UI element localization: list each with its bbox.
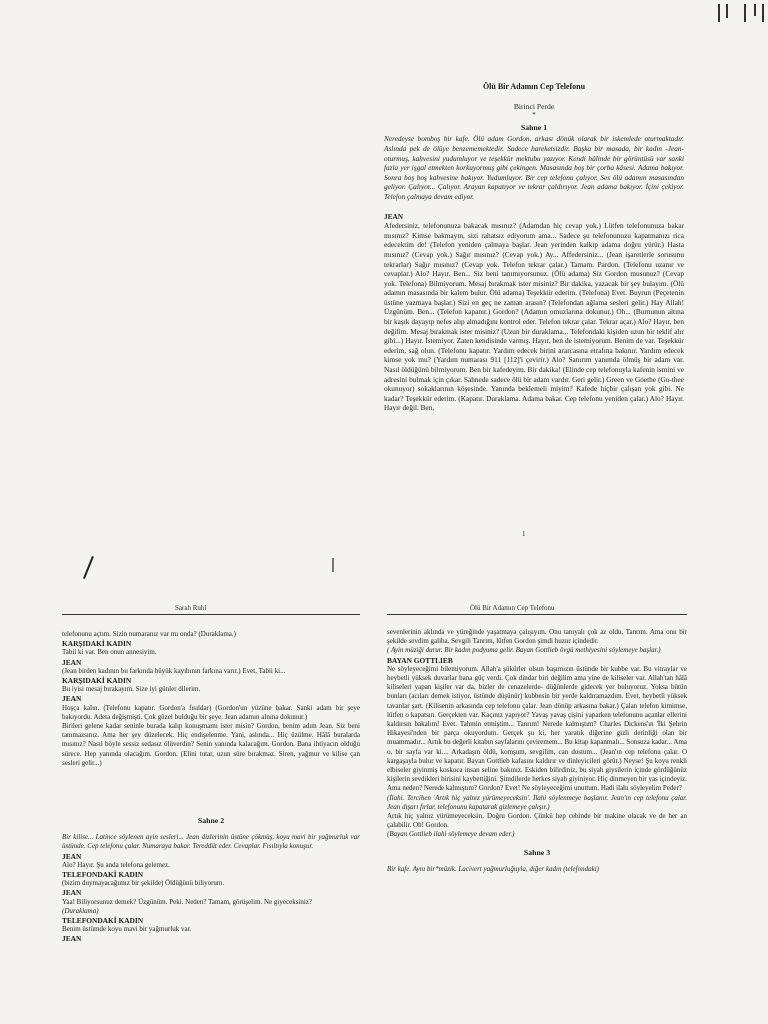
speech-text: Yaa! Biliyorsunuz demek? Üzgünüm. Peki. Neden? Tamam, görüşelim. Ne giyeceksiniz?: [62, 897, 313, 906]
stage-direction: (Duraklama): [62, 906, 99, 915]
pen-mark: [332, 558, 334, 572]
stage-direction: ( Ayin müziği durur. Bir kadın podyuma gelir. Bayan Gottlieb övgü methiyesini söylemeye başlar.): [387, 646, 661, 655]
stage-direction: Neredeyse bomboş bir kafe. Ölü adam Gordon, arkası dönük olarak bir iskemlede oturmaktadır. Aslında pek de ölüye benzememektedir. Sadece hareketsizdir. Başka bir masada, bir kadın -Jean- oturmuş, kahvesini yudumluyor ve teşekkür mektubu yazıyor. Kendi hâlinde bir görüntüsü var sanki fazla yer işgal etmekten korkuyormuş gibi çekingen. Masasında boş bir çorba kâsesi. Adama bakıyor. Sonra boş boş kahvesine bakıyor. Yudumluyor. Bir cep telefonu çalıyor. Ses ölü adamın masasından geliyor. Çalıyor... Çalıyor. Arayan kapatıyor ve tekrar çaldırıyor. Jean adama bakıyor. İçini çekiyor. Telefon çalmaya devam ediyor.: [384, 134, 684, 201]
speech-text: telefonunu açtım. Sizin numaranız var mı onda? (Duraklama.): [62, 630, 236, 638]
speech-text: Afedersiniz, telefonunuza bakacak mısınız? (Adamdan hiç cevap yok.) Lütfen telefonunuza bakar mısınız? Kimse bakmayın, sizi rahatsız ediyorum ama... Sadece şu telefonunuzu kapatmanızı rica edecektim de! (Telefon yeniden çalmaya başlar. Jean yerinden kalkıp adama doğru yürür.) Hasta mısınız? (Cevap yok.) Sağır mısınız? (Cevap yok.) Ay... Affedersiniz... (Jean işaretlerle sorusunu tekrarlar) Sağır mısınız? (Cevap yok. Telefon tekrar çalar.) Tamam. Pardon. (Telefonu uzanır ve cevaplar.) Alo? Hayır. Ben... Siz beni tanımıyorsunuz. (Ölü adama) Siz Gordon musunuz? (Cevap yok. Telefona) Bilmiyorum. Mesaj bırakmak ister misiniz? Bir dakika, yazacak bir şey bulayım. (Ölü adamın masasında bir kalem bulur. Ölü adama) Teşekkür ederim. (Telefona) Evet. Buyrun (Peçetenin üstüne yazmaya başlar.) Sizi en geç ne zaman arasın? (Telefondan ağlama sesleri gelir.) Hay Allah! Üzgünüm. Ben... (Telefon kapanır.) Gordon? (Adamın omuzlarına dokunur.) Oh... (Burnunun altına bir kaşık dayayıp nefes alıp almadığını kontrol eder. Telefon tekrar çalar. Tekrar açar.) Alo? Hayır, ben değilim. Mesaj bırakmak ister misiniz? (Uzun bir duraklama... Telefondaki kişiden uzun bir teklif alır gibi...) Hayır. İstemiyor. Zaten kendisinde varmış. Hayır, ben de istemiyorum. Benim de var. Teşekkür ederim, sağ olun. (Telefonu kapatır. Yardım edecek birini ararcasına etrafına bakınır. Yardım edecek kimse yok mu? (Yardım numarası 911 [112]'i çevirir.) Alo? Sanırım yanımda ölmüş bir adam var. Nasıl öldüğünü bilmiyorum. Ben bir kafedeyim. Bir dakika! (Elinde cep telefonuyla kafenin ismini ve adresini bulmak için çıkar. Sahnede sadece ölü bir adam vardır. Geri gelir.) Green ve Goethe (Go-thee okunuyor) sokaklarının köşesinde. Yanında beklemeli miyim? Kafede hiçbir çalışan yok gibi. Ne kadar? Teşekkür ederim. (Kapatır. Duraklama. Adama bakar. Cep telefonu yeniden çalar.) Alo? Hayır. Hayır değil. Ben,: [384, 221, 684, 413]
speaker-name: KARŞIDAKİ KADIN: [62, 676, 132, 686]
speaker-name: BAYAN GOTTLIEB: [387, 655, 453, 665]
speech-text: Alo? Hayır. Şu anda telefona gelemez.: [62, 860, 170, 869]
page-number: 1: [522, 530, 526, 538]
speech-text: (bizim duymayacağımız bir şekilde) Öldüğünü biliyorum.: [62, 879, 225, 888]
speech-text: Bu iyisi mesaj bırakayım. Size iyi günler dilerim.: [62, 685, 201, 694]
ornament: *: [532, 111, 536, 120]
speaker-name: JEAN: [384, 211, 404, 221]
stage-direction: (İlahi. Tercihen 'Artık hiç yalnız yürümeyeceksin'. İlahi söylenmeye başlanır. Jean'ın cep telefonu çalar. Jean dışarı fırlar, telefonunu kapatarak gizlemeye çalışır.): [387, 793, 687, 811]
speech-text: Tabii ki var. Ben onun annesiyim.: [62, 648, 157, 657]
stage-direction: Bir kafe. Aynı bir*müzik. Lacivert yağmurluğuyla, diğer kadın (telefondaki): [387, 864, 599, 873]
scene-heading: Sahne 2: [197, 816, 225, 826]
speech-text: Birileri gelene kadar seninle burada kalıp konuşmamı ister misin? Gordon, benim adım Jean. Siz beni tanımazsınız. Ama her şey düzelecek. Hiç endişelenme. Yani, aslında... Hiç üzülme. Hâlâ buralarda mısınız? Nasıl böyle sessiz sedasız ölüverdin? Senin yanında kalacağım. Gordon. Bana ihtiyacın olduğu sürece. Hep yanında olacağım. Gordon. (Elini tutar, uzun süre bırakmaz. Siren, yağmur ve kilise çan sesleri gelir...): [62, 722, 360, 767]
stage-direction: Bir kilise... Latince söylenen ayin sesleri... Jean dizlerinin üstüne çökmüş, koyu mavi bir yağmurluk var üstünde. Cep telefonu çalar. Numaraya bakar. Tereddüt eder. Cevaplar. Fısıltıyla konuşur.: [62, 833, 360, 851]
speaker-name: JEAN: [62, 851, 82, 861]
speaker-name: JEAN: [62, 694, 82, 704]
lower-left-column: [62, 630, 360, 944]
speech-text: (Jean birden kadının bu farkında büyük kayıbının farkına varır.) Evet, Tabii ki...: [62, 666, 286, 675]
edge-mark: [744, 4, 746, 22]
speaker-name: KARŞIDAKİ KADIN: [62, 639, 132, 649]
speaker-name: JEAN: [62, 934, 82, 944]
speech-text: sevenlerinin aklında ve yüreğinde yaşatmaya çalışıyım. Onu tanıyalı çok az oldu, Tanrım. Ama onu bir şekilde sevdim galiba. Sevgili Tanrım, lütfen Gordon şimdi huzur içindedir.: [387, 628, 687, 646]
upper-page-column: [384, 82, 684, 413]
speech-text: Ne söyleyeceğimi bilemiyorum. Allah'a şükürler olsun başımızın üstünde bir kubbe var. Bu vitraylar ve heybetli yüksek duvarlar bana güç verdi. Çok dindar biri değilim ama yine de kiliseler var. Allah'tan hâlâ kiliseleri yapan kişiler var da, bizler de cenazelerde- düğünlerde gidecek yer buluyoruz. Yoksa bütün bunları (acıları demek istiyor, üstünde düşünür) kubbesin bir yerde kaldıramazdım. Evet, heybetli yüksek tavanlar şart. (Kilisenin arkasında cep telefonu çalar. Jean dönüp arkasına bakar.) Çalan telefon kimimse, lütfen o kapatsın. Gerçekten var. Kaçınız yapıyor? Yavaş yavaş çişini yaparken telefonunu açanlar ellerini kaldırsın bakalım! Evet. Tahmin etmiştim... Tanrım! Nerede kalmıştım? Charles Dickens'ın 'İki Şehrin Hikayesi'nden bir parça okuyordum. Gerçek şu ki, her yaratık diğerine gizli derinliği olan bir muammadır... Artık bu değerli kitabın sayfalarını çeviremem... Bu kitap kapanmalı... Sonsuza kadar... Ama o, bir sayfa var ki.... Arkadaşın öldü, komşum, sevgilim, can dostum... (Jean'ın cep telefonu çalar. O kargaşayla bulur ve kapatır. Bayan Gottlieb kafasını kaldırır ve dinleyicileri görür.) Neyse! Şu koyu renkli elbiseler giyinmiş koskoca insan seline bakınız. Eskiden bilirdiniz, bu siyah giysilerin içinde gördüğünüz kişilerin sevdikleri birisini kaybettiğini. Şimdilerde herkes siyah giyiniyor. Hiç dinmeyen bir yas içindeyiz. Ama neden? Nerede kalmıştım? Gordon? Evet! Ne söyleyeceğimi unuttum. Hadi ilahı söyleyelim Peder?: [387, 664, 687, 793]
edge-mark: [754, 4, 756, 16]
speaker-name: JEAN: [62, 657, 82, 667]
stage-direction: (Bayan Gottlieb ilahi söylemeye devam eder.): [387, 830, 515, 839]
lower-right-column: [387, 628, 687, 874]
edge-mark: [718, 4, 720, 22]
speaker-name: JEAN: [62, 888, 82, 898]
scene-heading: Sahne 3: [523, 847, 551, 857]
header-rule: [62, 614, 360, 615]
edge-mark: [726, 4, 728, 18]
speech-text: Benim üstümde koyu mavi bir yağmurluk var.: [62, 925, 192, 934]
act-heading: Birinci Perde: [513, 101, 555, 111]
play-title: Ölü Bir Adamın Cep Telefonu: [482, 82, 586, 91]
speech-text: Artık hiç yalnız yürümeyeceksin. Doğru Gordon. Çünkü hep cebinde bir makine olacak ve de her an çalabilir. Oh! Gordon.: [387, 812, 687, 830]
speaker-name: TELEFONDAKİ KADIN: [62, 870, 144, 880]
speech-text: Hoşça kalın. (Telefonu kapatır. Gordon'a fısıldar) (Gordon'un yüzüne bakar. Sanki adam bir şeye bakıyordu. Adeta değişmişti. Çok güzel bulduğu bir şeye. Jean adamın alnına dokunur.): [62, 703, 360, 721]
edge-mark: [762, 4, 764, 22]
running-head-left: Sarah Ruhl: [175, 604, 207, 612]
speaker-name: TELEFONDAKİ KADIN: [62, 916, 144, 926]
running-head-right: Ölü Bir Adamın Cep Telefonu: [470, 604, 555, 612]
book-edge-marks: [708, 0, 768, 30]
blank-space: [62, 768, 360, 808]
header-rule: [387, 614, 687, 615]
scene-heading: Sahne 1: [520, 122, 548, 132]
